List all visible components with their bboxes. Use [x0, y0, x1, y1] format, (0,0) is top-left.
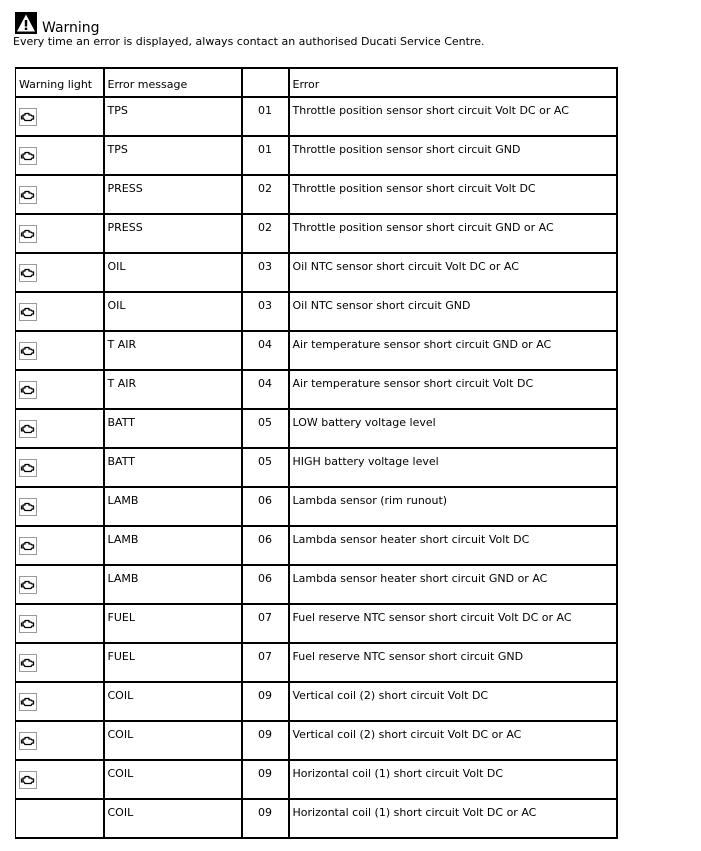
engine-warning-icon: [19, 147, 37, 165]
error-message-cell: TPS: [104, 136, 242, 175]
warning-title: Warning: [42, 20, 100, 36]
engine-warning-icon: [19, 615, 37, 633]
warning-light-cell: [16, 97, 104, 136]
warning-light-cell: [16, 721, 104, 760]
table-row: [16, 292, 617, 331]
error-code-cell: 01: [242, 136, 289, 175]
error-description-cell: Oil NTC sensor short circuit Volt DC or AC: [289, 253, 617, 292]
table-row: [16, 487, 617, 526]
error-description-cell: Horizontal coil (1) short circuit Volt DC or AC: [289, 799, 617, 838]
engine-warning-icon: [19, 381, 37, 399]
table-row: [16, 370, 617, 409]
engine-warning-icon: [19, 459, 37, 477]
engine-warning-icon: [19, 264, 37, 282]
error-description-cell: Vertical coil (2) short circuit Volt DC or AC: [289, 721, 617, 760]
table-row: [16, 565, 617, 604]
header-error-message: Error message: [104, 68, 242, 97]
warning-triangle-icon: [15, 12, 37, 34]
warning-light-cell: [16, 136, 104, 175]
error-description-cell: Fuel reserve NTC sensor short circuit Volt DC or AC: [289, 604, 617, 643]
error-code-cell: 03: [242, 292, 289, 331]
table-body: [16, 97, 617, 838]
warning-light-cell: [16, 604, 104, 643]
error-message-cell: FUEL: [104, 643, 242, 682]
error-description-cell: HIGH battery voltage level: [289, 448, 617, 487]
header-error: Error: [289, 68, 617, 97]
engine-warning-icon: [19, 303, 37, 321]
error-description-cell: Throttle position sensor short circuit Volt DC: [289, 175, 617, 214]
error-message-cell: COIL: [104, 799, 242, 838]
error-code-cell: 07: [242, 643, 289, 682]
warning-light-cell: [16, 448, 104, 487]
error-message-cell: FUEL: [104, 604, 242, 643]
warning-light-cell: [16, 526, 104, 565]
warning-light-cell: [16, 487, 104, 526]
error-description-cell: Fuel reserve NTC sensor short circuit GND: [289, 643, 617, 682]
error-message-cell: TPS: [104, 97, 242, 136]
error-code-cell: 05: [242, 409, 289, 448]
warning-light-cell: [16, 292, 104, 331]
engine-warning-icon: [19, 498, 37, 516]
error-description-cell: Oil NTC sensor short circuit GND: [289, 292, 617, 331]
error-description-cell: Vertical coil (2) short circuit Volt DC: [289, 682, 617, 721]
error-message-cell: PRESS: [104, 214, 242, 253]
table-row: [16, 721, 617, 760]
engine-warning-icon: [19, 537, 37, 555]
error-description-cell: Air temperature sensor short circuit Volt DC: [289, 370, 617, 409]
header-code: [242, 68, 289, 97]
table-row: [16, 214, 617, 253]
engine-warning-icon: [19, 771, 37, 789]
table-row: [16, 409, 617, 448]
table-row: [16, 799, 617, 838]
warning-header: [15, 10, 100, 34]
warning-light-cell: [16, 253, 104, 292]
warning-light-cell: [16, 214, 104, 253]
error-message-cell: LAMB: [104, 526, 242, 565]
engine-warning-icon: [19, 693, 37, 711]
error-message-cell: COIL: [104, 760, 242, 799]
table-row: [16, 682, 617, 721]
error-code-cell: 06: [242, 487, 289, 526]
error-description-cell: Throttle position sensor short circuit GND: [289, 136, 617, 175]
engine-warning-icon: [19, 420, 37, 438]
warning-light-cell: [16, 565, 104, 604]
engine-warning-icon: [19, 186, 37, 204]
warning-light-cell: [16, 409, 104, 448]
engine-warning-icon: [19, 732, 37, 750]
table-header-row: [16, 68, 617, 97]
error-description-cell: Lambda sensor heater short circuit GND or AC: [289, 565, 617, 604]
warning-light-cell: [16, 799, 104, 838]
error-description-cell: Throttle position sensor short circuit Volt DC or AC: [289, 97, 617, 136]
warning-light-cell: [16, 760, 104, 799]
error-description-cell: Throttle position sensor short circuit GND or AC: [289, 214, 617, 253]
error-code-cell: 06: [242, 526, 289, 565]
engine-warning-icon: [19, 108, 37, 126]
error-code-cell: 06: [242, 565, 289, 604]
table-row: [16, 448, 617, 487]
engine-warning-icon: [19, 576, 37, 594]
error-code-cell: 03: [242, 253, 289, 292]
warning-note: Every time an error is displayed, always contact an authorised Ducati Service Centre.: [13, 35, 485, 48]
error-description-cell: Lambda sensor (rim runout): [289, 487, 617, 526]
error-code-cell: 05: [242, 448, 289, 487]
table-row: [16, 97, 617, 136]
error-message-cell: OIL: [104, 253, 242, 292]
table-row: [16, 604, 617, 643]
warning-light-cell: [16, 682, 104, 721]
table-row: [16, 760, 617, 799]
table-row: [16, 331, 617, 370]
error-code-cell: 02: [242, 214, 289, 253]
error-message-cell: BATT: [104, 409, 242, 448]
error-message-cell: OIL: [104, 292, 242, 331]
header-warning-light: Warning light: [16, 68, 104, 97]
error-message-cell: COIL: [104, 721, 242, 760]
error-description-cell: Air temperature sensor short circuit GND or AC: [289, 331, 617, 370]
warning-light-cell: [16, 331, 104, 370]
warning-light-cell: [16, 175, 104, 214]
engine-warning-icon: [19, 225, 37, 243]
error-description-cell: Horizontal coil (1) short circuit Volt DC: [289, 760, 617, 799]
warning-light-cell: [16, 370, 104, 409]
error-message-cell: LAMB: [104, 487, 242, 526]
table-row: [16, 643, 617, 682]
error-message-cell: PRESS: [104, 175, 242, 214]
error-code-cell: 09: [242, 799, 289, 838]
error-description-cell: Lambda sensor heater short circuit Volt DC: [289, 526, 617, 565]
error-code-cell: 04: [242, 331, 289, 370]
engine-warning-icon: [19, 654, 37, 672]
error-code-cell: 02: [242, 175, 289, 214]
error-message-cell: LAMB: [104, 565, 242, 604]
table-row: [16, 253, 617, 292]
warning-light-cell: [16, 643, 104, 682]
table-row: [16, 175, 617, 214]
error-code-cell: 09: [242, 721, 289, 760]
error-message-cell: COIL: [104, 682, 242, 721]
error-code-cell: 04: [242, 370, 289, 409]
error-message-cell: T AIR: [104, 331, 242, 370]
error-code-cell: 01: [242, 97, 289, 136]
engine-warning-icon: [19, 342, 37, 360]
error-code-table: [15, 67, 618, 839]
error-code-cell: 07: [242, 604, 289, 643]
error-code-cell: 09: [242, 682, 289, 721]
table-row: [16, 526, 617, 565]
table-row: [16, 136, 617, 175]
error-description-cell: LOW battery voltage level: [289, 409, 617, 448]
error-message-cell: BATT: [104, 448, 242, 487]
error-message-cell: T AIR: [104, 370, 242, 409]
error-code-cell: 09: [242, 760, 289, 799]
